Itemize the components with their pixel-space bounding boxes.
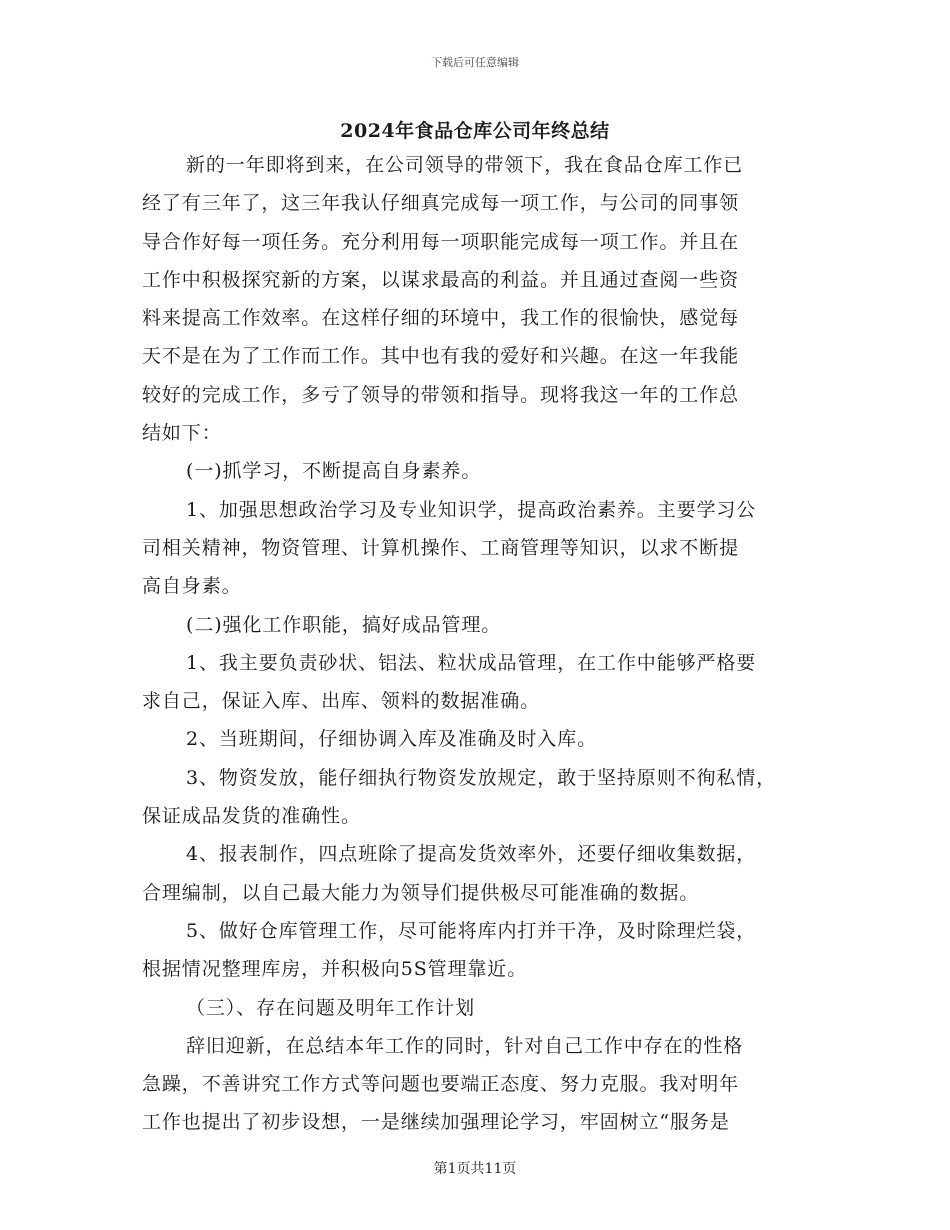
document-title: 2024年食品仓库公司年终总结 [340,120,610,142]
body-text-line: （三）、存在问题及明年工作计划 [186,996,476,1019]
body-text-line: 结如下： [142,422,222,445]
body-text-line: 根据情况整理库房，并积极向5S管理靠近。 [142,958,528,981]
body-text-line: 辞旧迎新，在总结本年工作的同时，针对自己工作中存在的性格 [186,1034,744,1057]
body-text-line: (一)抓学习，不断提高自身素养。 [186,460,482,483]
body-text-line: 较好的完成工作，多亏了领导的带领和指导。现将我这一年的工作总 [142,383,740,406]
body-text-line: (二)强化工作职能，搞好成品管理。 [186,613,502,636]
body-text-line: 工作也提出了初步设想，一是继续加强理论学习，牢固树立“服务是 [142,1111,730,1134]
page-number-footer: 第1页共11页 [433,1161,517,1177]
body-text-line: 5、做好仓库管理工作，尽可能将库内打并干净，及时除理烂袋， [186,919,757,942]
body-text-line: 保证成品发货的准确性。 [142,805,361,828]
body-text-line: 司相关精神，物资管理、计算机操作、工商管理等知识，以求不断提 [142,536,740,559]
body-text-line: 1、我主要负责砂状、铝法、粒状成品管理，在工作中能够严格要 [186,651,757,674]
body-text-line: 料来提高工作效率。在这样仔细的环境中，我工作的很愉快，感觉每 [142,307,740,330]
body-text-line: 4、报表制作，四点班除了提高发货效率外，还要仔细收集数据， [186,843,757,866]
body-text-line: 求自己，保证入库、出库、领料的数据准确。 [142,690,541,713]
page-header-note: 下载后可任意编辑 [431,56,519,69]
body-text-line: 急躁，不善讲究工作方式等问题也要端正态度、努力克服。我对明年 [142,1073,740,1096]
body-text-line: 新的一年即将到来，在公司领导的带领下，我在食品仓库工作已 [186,154,744,176]
body-text-line: 1、加强思想政治学习及专业知识学，提高政治素养。主要学习公 [186,498,757,521]
body-text-line: 导合作好每一项任务。充分利用每一项职能完成每一项工作。并且在 [142,230,740,253]
body-text-line: 高自身素。 [142,575,242,598]
body-text-line: 经了有三年了，这三年我认仔细真完成每一项工作，与公司的同事领 [142,192,740,215]
body-text-line: 3、物资发放，能仔细执行物资发放规定，敢于坚持原则不徇私情， [186,766,777,789]
body-text-line: 2、当班期间，仔细协调入库及准确及时入库。 [186,728,597,751]
body-text-line: 合理编制，以自己最大能力为领导们提供极尽可能准确的数据。 [142,881,700,904]
body-text-line: 天不是在为了工作而工作。其中也有我的爱好和兴趣。在这一年我能 [142,345,740,368]
document-body [142,146,822,1142]
body-text-line: 工作中积极探究新的方案，以谋求最高的利益。并且通过查阅一些资 [142,268,740,291]
